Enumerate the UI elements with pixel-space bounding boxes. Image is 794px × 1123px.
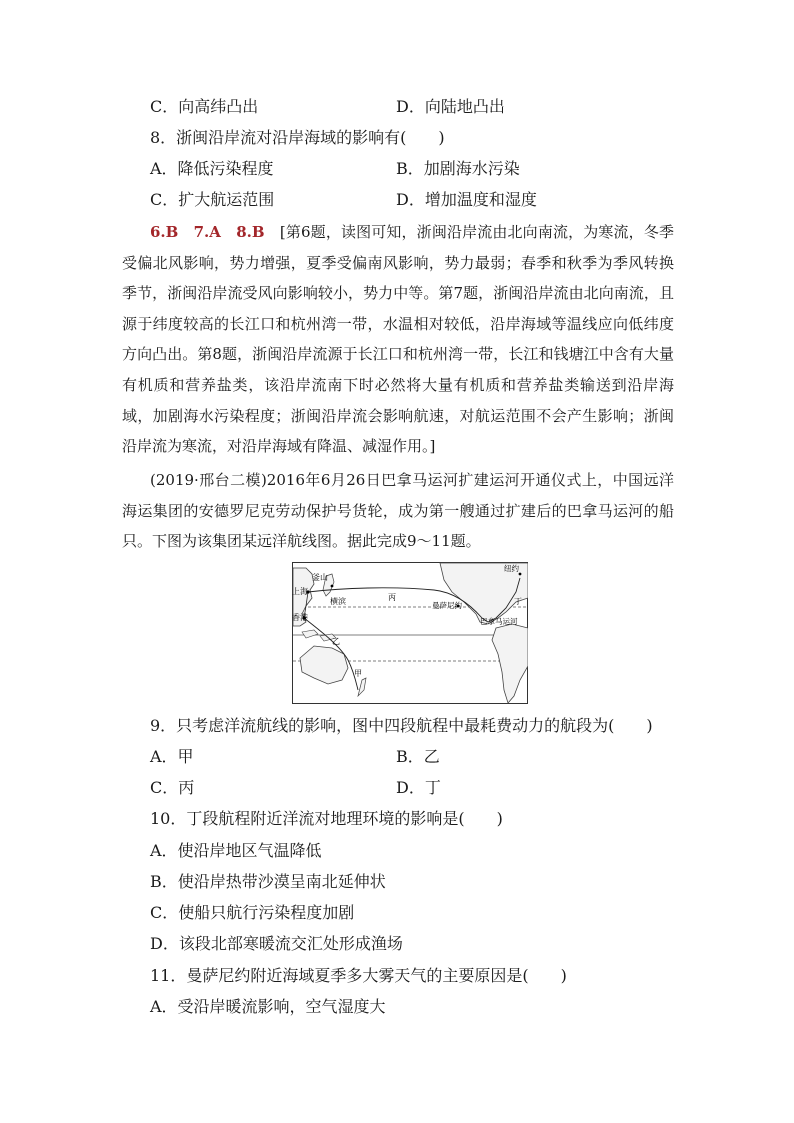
q11-option-a[interactable]: A．受沿岸暖流影响，空气湿度大 [150, 997, 386, 1016]
q10-stem: 10．丁段航程附近洋流对地理环境的影响是( ) [150, 809, 503, 828]
label-shanghai: 上海 [292, 587, 308, 596]
q8-option-c[interactable]: C．扩大航运范围 [150, 190, 275, 209]
label-manzanillo: 曼萨尼约 [432, 601, 462, 610]
q11-stem: 11．曼萨尼约附近海域夏季多大雾天气的主要原因是( ) [150, 966, 567, 985]
newyork-dot [519, 573, 522, 576]
label-yokohama: 横滨 [330, 597, 346, 606]
q8-stem: 8．浙闽沿岸流对沿岸海域的影响有( ) [150, 128, 445, 147]
q9-option-c[interactable]: C．丙 [150, 778, 195, 797]
q7-option-d[interactable]: D．向陆地凸出 [396, 97, 505, 116]
q8-option-a[interactable]: A．降低污染程度 [150, 159, 274, 178]
intro-passage: (2019·邢台二模)2016年6月26日巴拿马运河扩建运河开通仪式上，中国远洋海运集团的安德罗尼克劳动保护号货轮，成为第一艘通过扩建后的巴拿马运河的船只。下图为该集团某远洋航线图。据此完成9～11题。 [122, 471, 674, 551]
label-ding: 丁 [514, 597, 522, 606]
q10-option-b[interactable]: B．使沿岸热带沙漠呈南北延伸状 [150, 872, 386, 891]
shipping-route-map [292, 562, 528, 704]
explanation-text: [第6题，读图可知，浙闽沿岸流由北向南流，为寒流，冬季受偏北风影响，势力增强，夏季受偏南风影响，势力最弱；春季和秋季为季风转换季节，浙闽沿岸流受风向影响较小，势力中等。第7题，浙闽沿岸流由北向南流，且源于纬度较高的长江口和杭州湾一带，水温相对较低，沿岸海域等温线应向低纬度方向凸出。第8题，浙闽沿岸流源于长江口和杭州湾一带，长江和钱塘江中含有大量有机质和营养盐类，该沿岸流南下时必然将大量有机质和营养盐类输送到沿岸海域，加剧海水污染程度；浙闽沿岸流会影响航速，对航运范围不会产生影响；浙闽沿岸流为寒流，对沿岸海域有降温、减湿作用。] [122, 223, 674, 456]
q9-option-b[interactable]: B．乙 [396, 747, 440, 766]
q9-stem: 9．只考虑洋流航线的影响，图中四段航程中最耗费动力的航段为( ) [150, 716, 653, 735]
label-newyork: 纽约 [504, 564, 519, 573]
label-bing: 丙 [388, 593, 396, 602]
q8-option-d[interactable]: D．增加温度和湿度 [396, 190, 537, 209]
answer-keys: 6.B 7.A 8.B [150, 223, 265, 241]
label-yi: 乙 [332, 637, 340, 646]
q9-option-d[interactable]: D．丁 [396, 778, 441, 797]
answer-explanation [122, 217, 674, 462]
label-panama: 巴拿马运河 [480, 617, 518, 626]
q8-option-b[interactable]: B．加剧海水污染 [396, 159, 520, 178]
q10-option-a[interactable]: A．使沿岸地区气温降低 [150, 841, 322, 860]
label-busan: 釜山 [312, 573, 328, 582]
q10-option-c[interactable]: C．使船只航行污染程度加剧 [150, 903, 355, 922]
label-jia: 甲 [354, 669, 362, 678]
yokohama-dot [331, 585, 334, 588]
q10-option-d[interactable]: D．该段北部寒暖流交汇处形成渔场 [150, 934, 403, 953]
q9-option-a[interactable]: A．甲 [150, 747, 194, 766]
q7-option-c[interactable]: C．向高纬凸出 [150, 97, 259, 116]
label-hongkong: 香港 [292, 613, 308, 622]
